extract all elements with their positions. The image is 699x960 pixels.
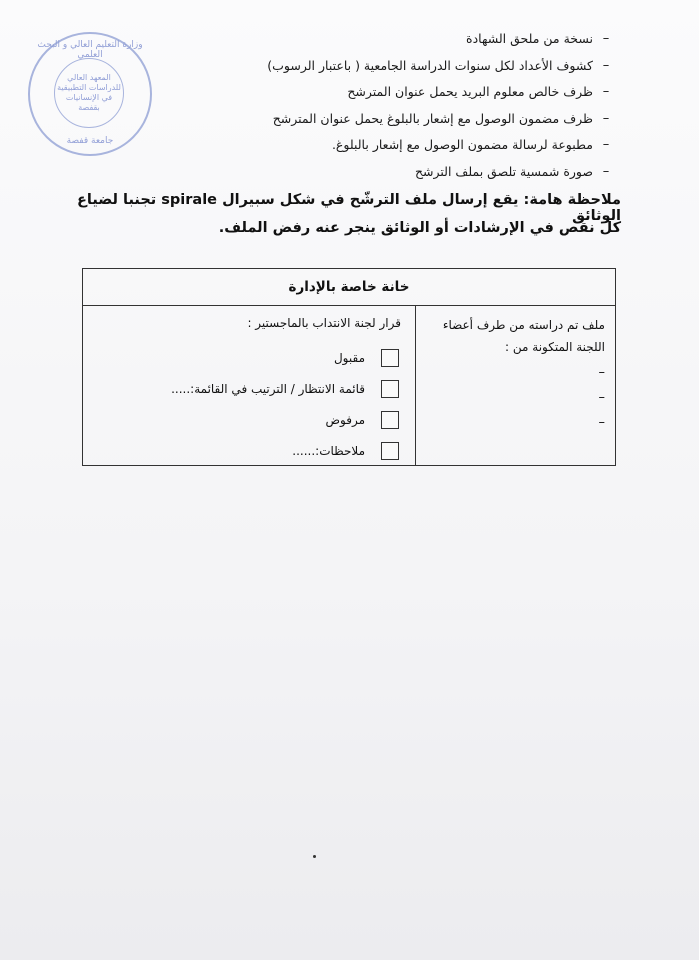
committee-member-line: – [598,415,605,430]
stamp-outer-top-text: وزارة التعليم العالي و البحث العلمي [37,40,143,60]
committee-member-lines [424,360,605,435]
list-item [189,159,619,186]
checkbox[interactable] [381,411,399,429]
important-note-line-2: كل نقص في الإرشادات أو الوثائق ينجر عنه رفض الملف. [218,220,621,236]
list-dash: – [602,31,610,47]
list-item [189,79,619,106]
stamp-inner-circle [54,58,124,128]
list-item [189,53,619,80]
committee-description: ملف تم دراسته من طرف أعضاء اللجنة المتكونة من : [442,318,605,354]
list-item-text: نسخة من ملحق الشهادة [466,31,593,47]
checkbox[interactable] [381,349,399,367]
administration-box [82,268,616,466]
list-item-text: كشوف الأعداد لكل سنوات الدراسة الجامعية ( باعتبار الرسوب) [267,57,593,73]
option-label: ملاحظات:...... [292,443,365,458]
list-item [189,26,619,53]
list-dash: – [602,163,610,179]
option-waiting-list [95,373,403,404]
note-text-before: يقع إرسال ملف الترشّح في شكل سبيرال [222,192,519,208]
official-stamp [28,32,152,156]
decision-title: قرار لجنة الانتداب بالماجستير : [247,316,401,330]
committee-member-line: – [598,390,605,405]
note-latin-word: spirale [161,192,218,208]
note-label: ملاحظة هامة: [523,192,621,208]
list-item-text: صورة شمسية تلصق بملف الترشح [414,163,593,179]
admin-box-title: خانة خاصة بالإدارة [83,269,615,306]
checkbox[interactable] [381,442,399,460]
option-label: مرفوض [325,412,365,427]
list-item [189,132,619,159]
option-remarks [95,435,403,466]
admin-box-body [83,306,615,465]
list-dash: – [602,84,610,100]
decision-column [83,306,415,465]
list-item [189,106,619,133]
stamp-inner-line: للدراسات التطبيقية [57,83,121,92]
list-item-text: ظرف خالص معلوم البريد يحمل عنوان المترشح [347,84,593,100]
checkbox[interactable] [381,380,399,398]
list-item-text: ظرف مضمون الوصول مع إشعار بالبلوغ يحمل عنوان المترشح [272,110,593,126]
committee-column [415,306,615,465]
list-item-text: مطبوعة لرسالة مضمون الوصول مع إشعار بالبلوغ. [331,137,593,153]
option-label: قائمة الانتظار / الترتيب في القائمة:..... [171,381,365,396]
stamp-inner-line: المعهد العالي [67,73,111,82]
list-dash: – [602,137,610,153]
stamp-inner-line: بقفصة [78,103,100,112]
note-text-after: تجنبا لضياع الوثائق [76,192,621,224]
option-rejected [95,404,403,435]
page-speck [313,855,316,858]
required-documents-list [189,26,619,185]
stamp-outer-bottom-text: جامعة قفصة [66,136,114,146]
committee-member-line: – [598,365,605,380]
stamp-inner-line: في الإنسانيات [65,93,113,102]
list-dash: – [602,57,610,73]
option-label: مقبول [333,350,365,365]
option-accepted [95,342,403,373]
list-dash: – [602,110,610,126]
